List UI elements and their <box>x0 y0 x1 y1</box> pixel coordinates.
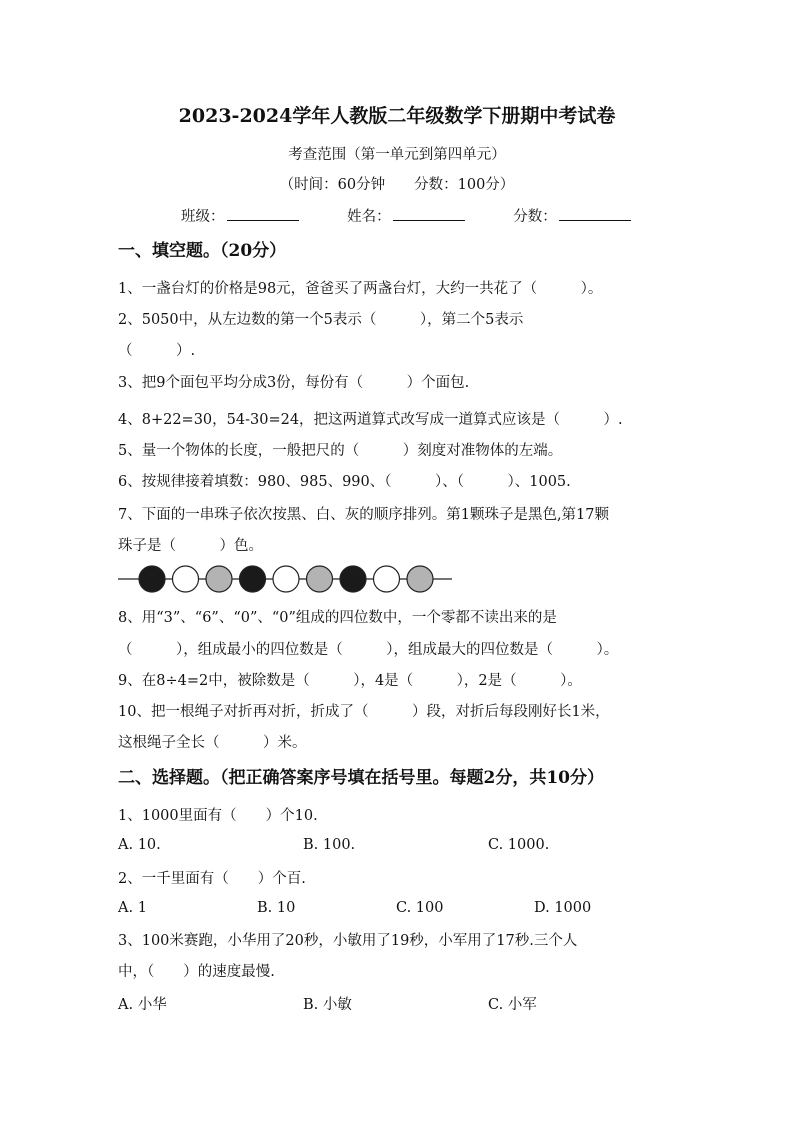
bead-gray <box>407 566 433 592</box>
question-line: 珠子是（ ）色。 <box>118 538 263 554</box>
question-line: 7、下面的一串珠子依次按黑、白、灰的顺序排列。第1颗珠子是黑色,第17颗 <box>118 507 610 523</box>
name-blank[interactable] <box>393 206 465 221</box>
choice-question: 1、1000里面有（ ）个10. <box>118 808 318 824</box>
question-line: 2、5050中，从左边数的第一个5表示（ ），第二个5表示 <box>118 312 524 328</box>
student-info-row <box>181 206 631 227</box>
exam-title: 2023-2024学年人教版二年级数学下册期中考试卷 <box>178 105 616 127</box>
option-c[interactable]: C. 小军 <box>488 997 537 1013</box>
name-label: 姓名： <box>347 209 391 225</box>
exam-scope: 考查范围（第一单元到第四单元） <box>288 147 506 163</box>
option-c[interactable]: C. 1000. <box>488 837 550 853</box>
option-d[interactable]: D. 1000 <box>534 900 592 916</box>
bead-gray <box>307 566 333 592</box>
class-blank[interactable] <box>227 206 299 221</box>
question-line: 9、在8÷4=2中，被除数是（ ），4是（ ），2是（ ）。 <box>118 673 582 689</box>
question-line: 4、8+22=30，54-30=24，把这两道算式改写成一道算式应该是（ ）. <box>118 412 623 428</box>
option-b[interactable]: B. 10 <box>257 900 296 916</box>
option-c[interactable]: C. 100 <box>396 900 444 916</box>
question-line: 1、一盏台灯的价格是98元，爸爸买了两盏台灯，大约一共花了（ ）。 <box>118 281 603 297</box>
score-label: 分数： <box>513 209 557 225</box>
bead-string <box>118 563 454 595</box>
question-line: 10、把一根绳子对折再对折，折成了（ ）段，对折后每段刚好长1米， <box>118 704 610 720</box>
score-blank[interactable] <box>559 206 631 221</box>
question-line: （ ），组成最小的四位数是（ ），组成最大的四位数是（ ）。 <box>118 642 619 658</box>
bead-black <box>340 566 366 592</box>
choice-question: 2、一千里面有（ ）个百. <box>118 871 306 887</box>
choice-question: 中，（ ）的速度最慢. <box>118 964 275 980</box>
section-2-heading: 二、选择题。（把正确答案序号填在括号里。每题2分，共10分） <box>118 768 604 788</box>
question-line: 5、量一个物体的长度，一般把尺的（ ）刻度对准物体的左端。 <box>118 443 563 459</box>
bead-white <box>273 566 299 592</box>
bead-white <box>374 566 400 592</box>
section-1-heading: 一、填空题。（20分） <box>118 241 287 261</box>
option-a[interactable]: A. 小华 <box>118 997 167 1013</box>
option-a[interactable]: A. 1 <box>118 900 147 916</box>
bead-gray <box>206 566 232 592</box>
option-b[interactable]: B. 小敏 <box>303 997 352 1013</box>
class-label: 班级： <box>181 209 225 225</box>
question-line: 8、用“3”、“6”、“0”、“0”组成的四位数中，一个零都不读出来的是 <box>118 610 557 626</box>
bead-black <box>139 566 165 592</box>
choice-question: 3、100米赛跑，小华用了20秒，小敏用了19秒，小军用了17秒.三个人 <box>118 933 578 949</box>
question-line: 6、按规律接着填数：980、985、990、（ ）、（ ）、1005. <box>118 474 571 490</box>
question-line: 3、把9个面包平均分成3份，每份有（ ）个面包. <box>118 375 470 391</box>
bead-white <box>173 566 199 592</box>
option-a[interactable]: A. 10. <box>118 837 161 853</box>
question-line: 这根绳子全长（ ）米。 <box>118 735 307 751</box>
bead-black <box>240 566 266 592</box>
question-line: （ ）. <box>118 343 196 359</box>
option-b[interactable]: B. 100. <box>303 837 356 853</box>
exam-time-score: （时间：60分钟 分数：100分） <box>279 177 515 193</box>
